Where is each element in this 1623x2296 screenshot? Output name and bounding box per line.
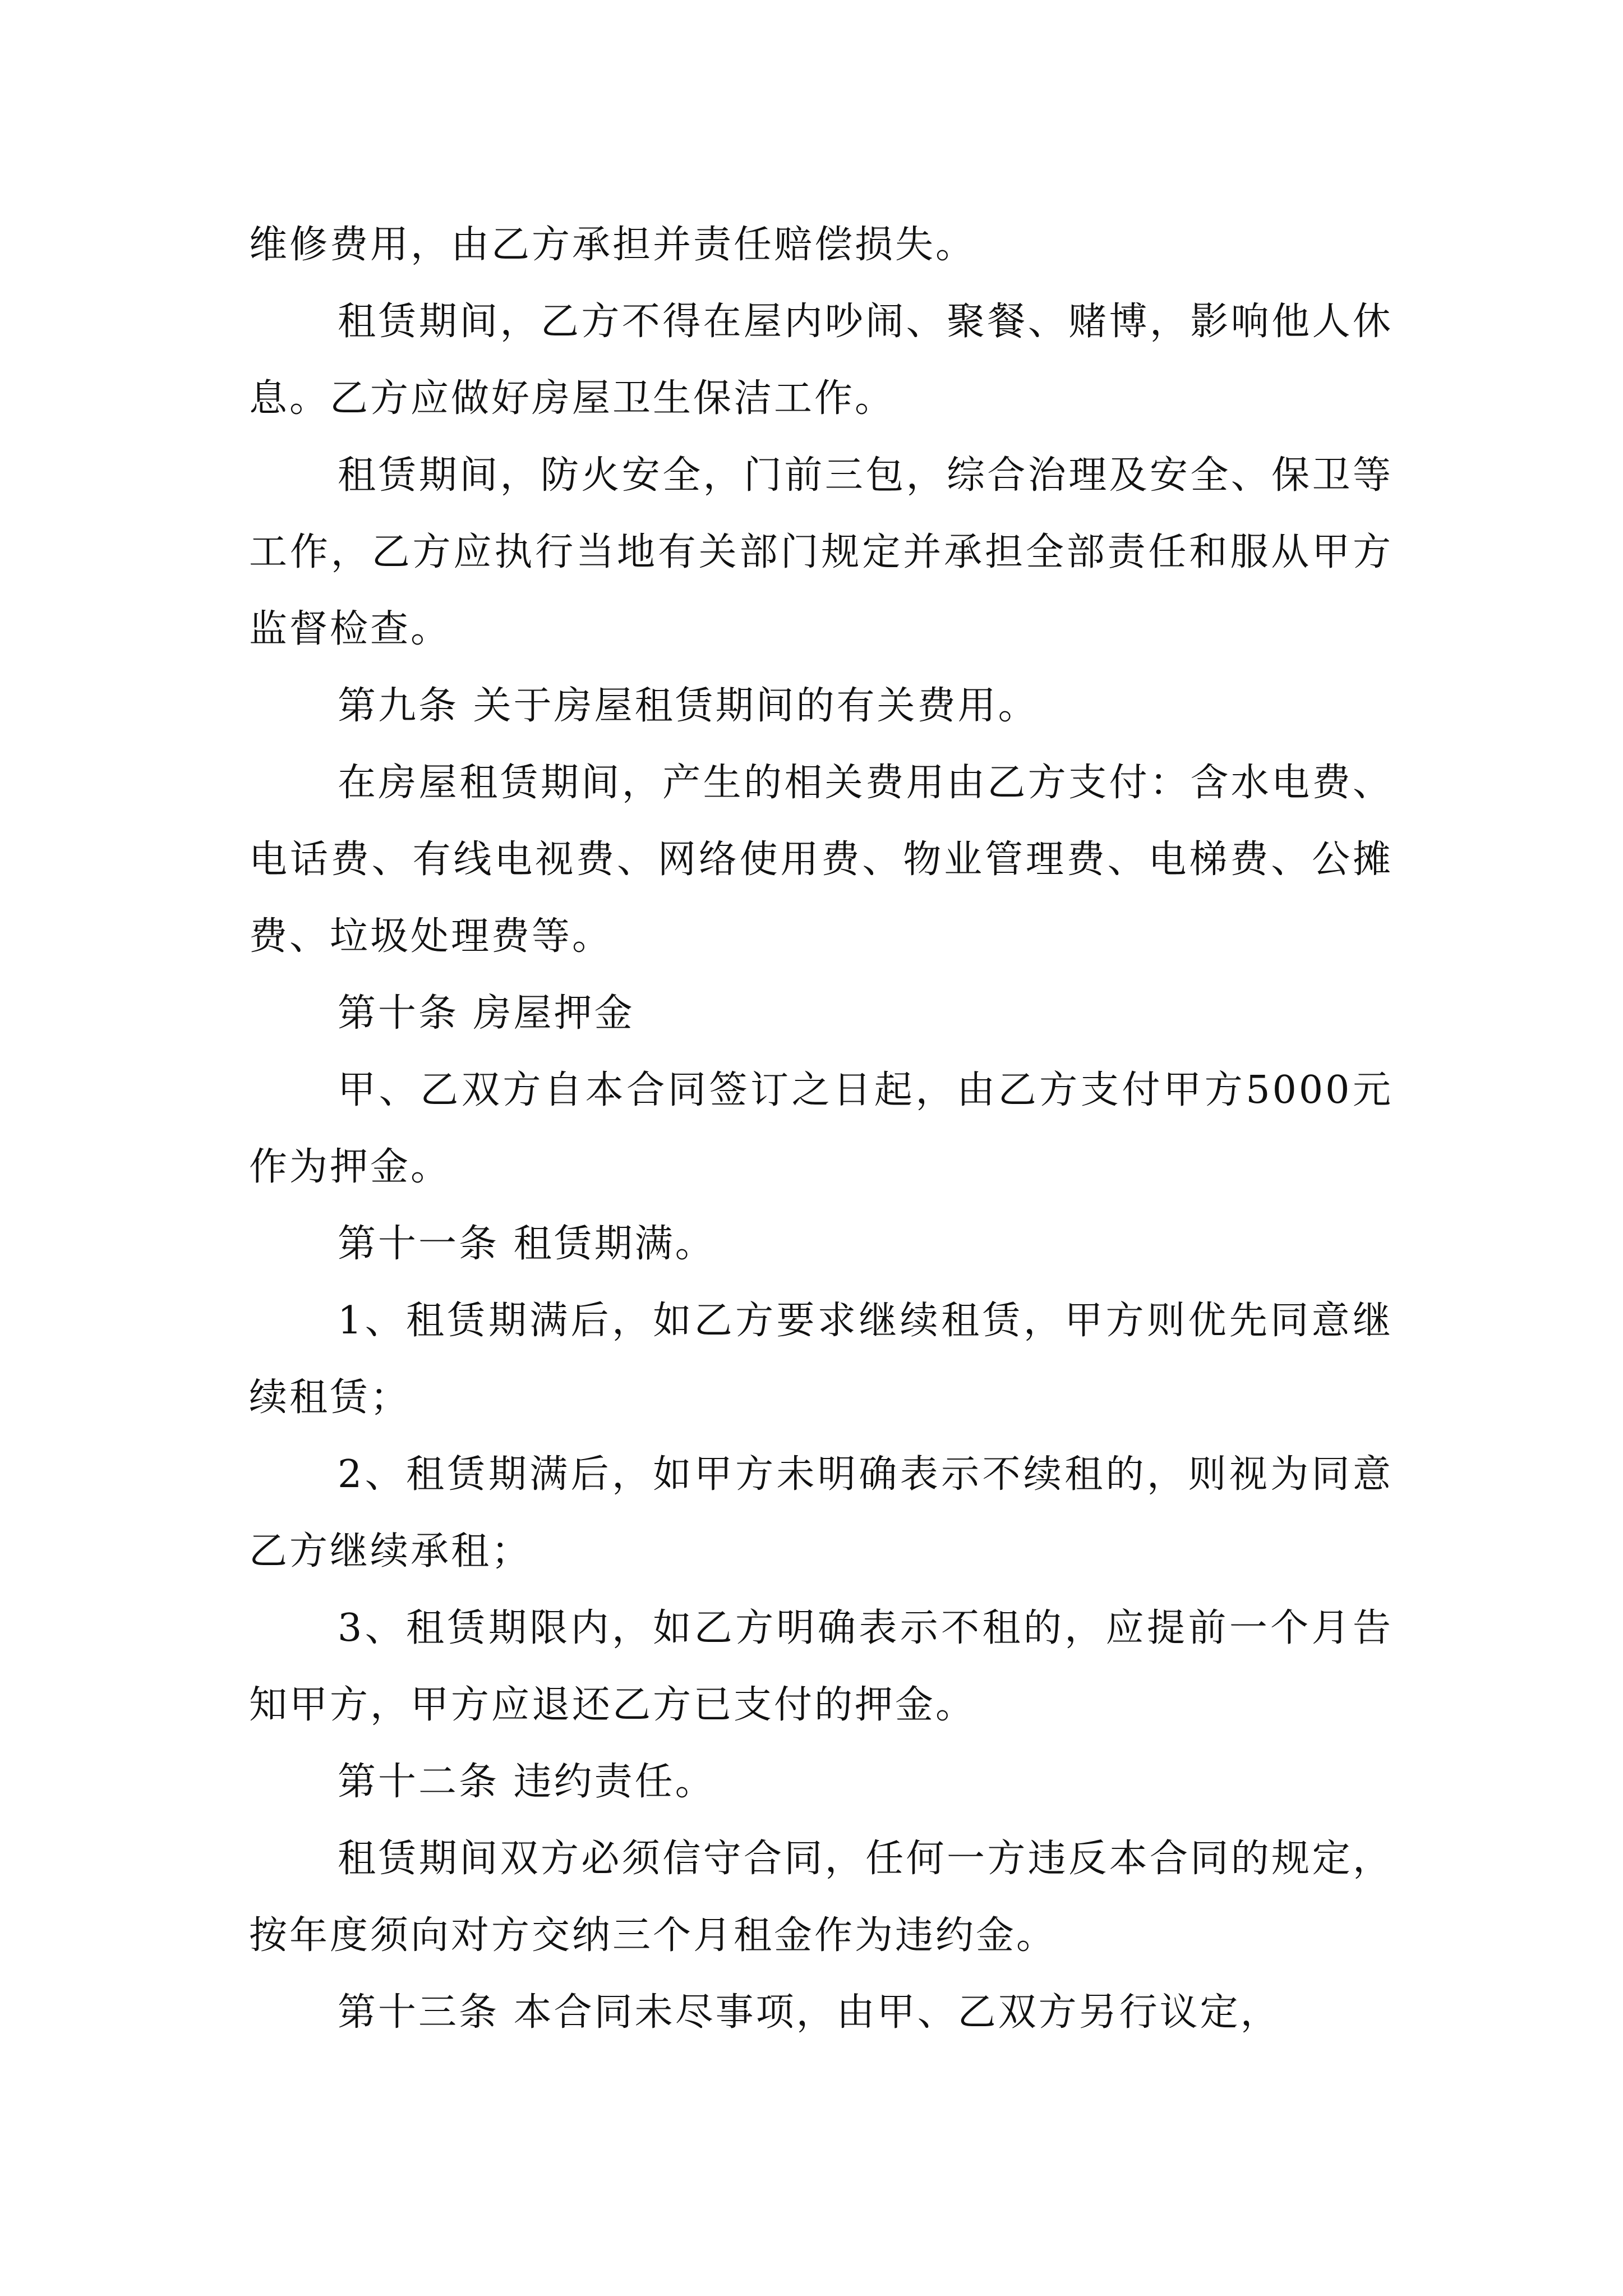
paragraph-2: 租赁期间，乙方不得在屋内吵闹、聚餐、赌博，影响他人休息。乙方应做好房屋卫生保洁工作。 xyxy=(249,300,1393,421)
document-body xyxy=(249,206,1393,2051)
list-item-2: 2、租赁期满后，如甲方未明确表示不续租的，则视为同意乙方继续承租； xyxy=(249,1452,1393,1573)
paragraph-liability: 租赁期间双方必须信守合同，任何一方违反本合同的规定，按年度须向对方交纳三个月租金作为违约金。 xyxy=(249,1837,1393,1958)
paragraph-deposit: 甲、乙双方自本合同签订之日起，由乙方支付甲方5000元作为押金。 xyxy=(249,1068,1393,1189)
list-item-1: 1、租赁期满后，如乙方要求继续租赁，甲方则优先同意继续租赁； xyxy=(249,1299,1393,1420)
paragraph-1: 维修费用，由乙方承担并责任赔偿损失。 xyxy=(249,223,976,267)
article-13-heading: 第十三条 本合同未尽事项，由甲、乙双方另行议定， xyxy=(338,1990,1281,2035)
paragraph-fees: 在房屋租赁期间，产生的相关费用由乙方支付：含水电费、电话费、有线电视费、网络使用费、物业管理费、电梯费、公摊费、垃圾处理费等。 xyxy=(249,761,1393,959)
article-12-heading: 第十二条 违约责任。 xyxy=(338,1760,716,1804)
article-10-heading: 第十条 房屋押金 xyxy=(338,991,635,1036)
list-item-3: 3、租赁期限内，如乙方明确表示不租的，应提前一个月告知甲方，甲方应退还乙方已支付的押金。 xyxy=(249,1606,1393,1727)
paragraph-3: 租赁期间，防火安全，门前三包，综合治理及安全、保卫等工作，乙方应执行当地有关部门规定并承担全部责任和服从甲方监督检查。 xyxy=(249,453,1393,651)
article-11-heading: 第十一条 租赁期满。 xyxy=(338,1222,716,1266)
article-9-heading: 第九条 关于房屋租赁期间的有关费用。 xyxy=(338,684,1039,728)
